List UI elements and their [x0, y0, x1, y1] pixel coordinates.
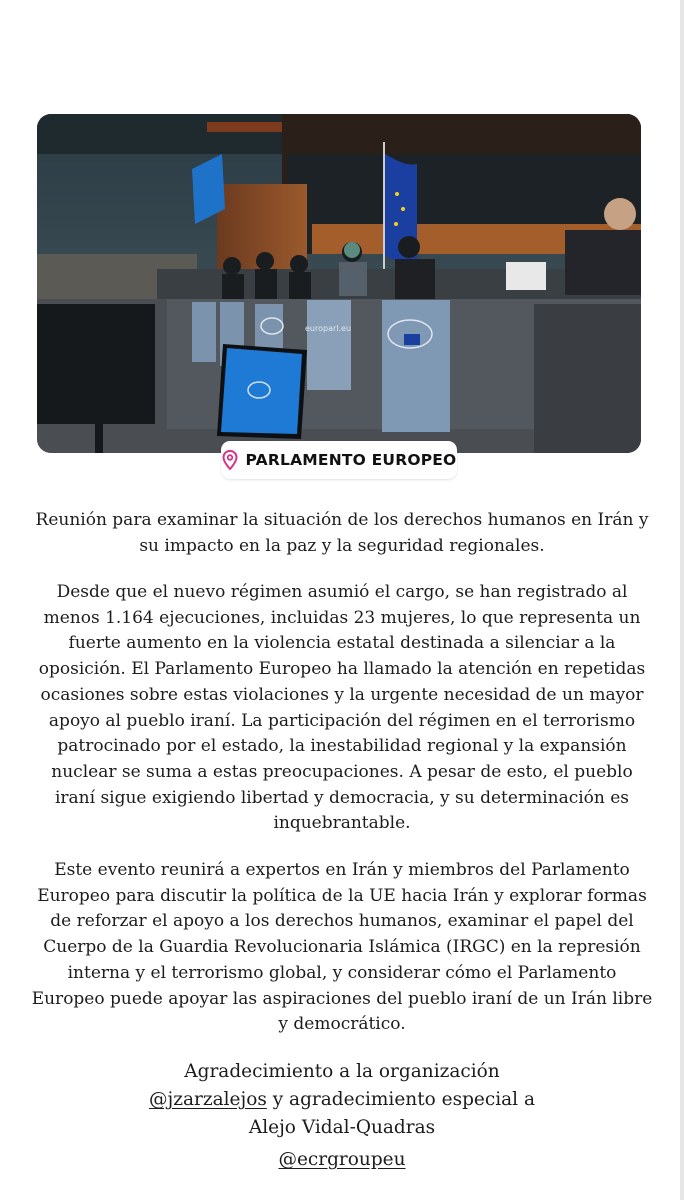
location-sticker[interactable]: [221, 441, 457, 479]
paragraph-event: [30, 858, 654, 1038]
thanks-line-1: Agradecimiento a la organización: [184, 1061, 500, 1082]
mention-block: [30, 1149, 654, 1170]
thanks-line-2-rest: y agradecimiento especial a: [266, 1089, 536, 1110]
paragraph-text: Desde que el nuevo régimen asumió el cargo, se han registrado al menos 1.164 ejecuciones, incluidas 23 mujeres, lo que representa un fuerte aumento en la violencia estatal destinada a silenciar a la oposición. El Parlamento Europeo ha llamado la atención en repetidas ocasiones sobre estas violaciones y la urgente necesidad de un mayor apoyo al pueblo iraní. La participación del régimen en el terrorismo patrocinado por el estado, la inestabilidad regional y la expansión nuclear se suma a estas preocupaciones. A pesar de esto, el pueblo iraní sigue exigiendo libertad y democracia, y su determinación es inquebrantable.: [38, 582, 646, 834]
mention-ecrgroupeu[interactable]: @ecrgroupeu: [278, 1149, 406, 1170]
conference-photo: [37, 114, 641, 453]
thanks-line-2: [30, 1086, 654, 1114]
paragraph-text: Reunión para examinar la situación de los derechos humanos en Irán y su impacto en la paz y la seguridad regionales.: [35, 510, 649, 556]
location-label: PARLAMENTO EUROPEO: [245, 451, 457, 469]
paragraph-intro: [30, 508, 654, 559]
screen-edge: [680, 0, 684, 1200]
thanks-line-3: Alejo Vidal-Quadras: [248, 1117, 436, 1138]
thanks-block: [30, 1058, 654, 1142]
mention-jzarzalejos[interactable]: @jzarzalejos: [148, 1089, 267, 1110]
screen-text: europarl.eu: [304, 324, 352, 333]
paragraph-text: Este evento reunirá a expertos en Irán y miembros del Parlamento Europeo para discutir la política de la UE hacia Irán y explorar formas de reforzar el apoyo a los derechos humanos, examinar el papel del Cuerpo de la Guardia Revolucionaria Islámica (IRGC) en la represión interna y el terrorismo global, y considerar cómo el Parlamento Europeo puede apoyar las aspiraciones del pueblo iraní de un Irán libre y democrático.: [31, 860, 653, 1035]
paragraph-context: [30, 580, 654, 837]
location-pin-icon: [222, 450, 238, 470]
